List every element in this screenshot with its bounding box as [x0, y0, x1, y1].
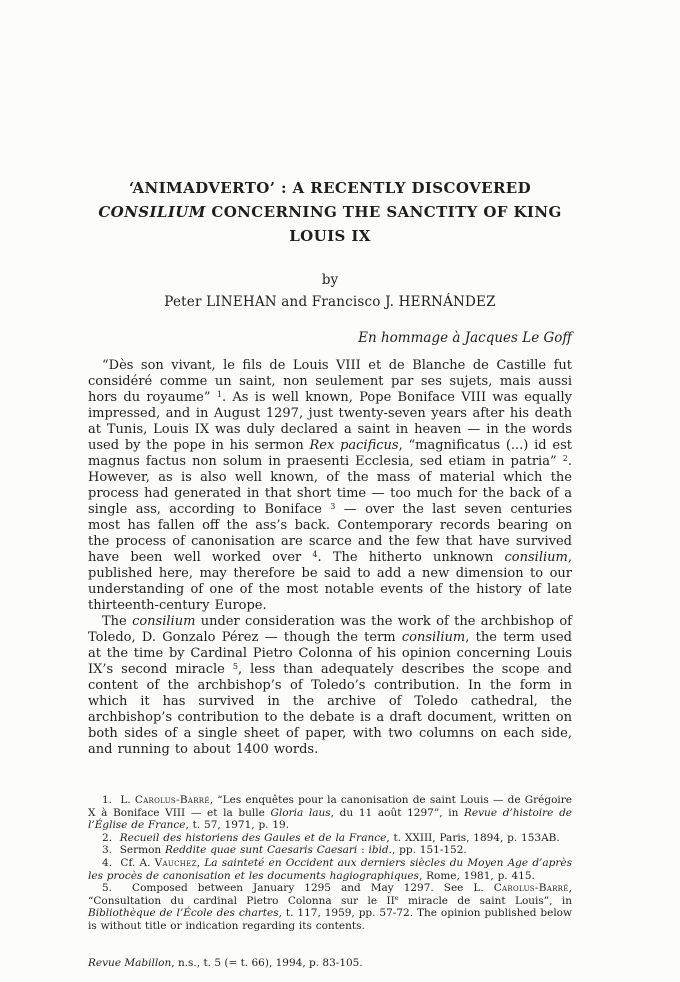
paragraph-2: The consilium under consideration was the work of the archbishop of Toledo, D. Gonzalo Pérez — though the term consilium, the term used at the time by Cardinal Pietro Colonna of his opinion concerning Louis IX’s second miracle $^5$, less than adequately describes the scope and content of the archbishop’s of Toledo’s contribution. In the form in which it has survived in the archive of Toledo cathedral, the archbishop’s contribution to the debate is a draft document, written on both sides of a single sheet of paper, with two columns on each side, and running to about 1400 words.: [88, 614, 572, 757]
authors: Peter LINEHAN and Francisco J. HERNÁNDEZ: [164, 294, 496, 310]
footnotes: [88, 794, 572, 933]
footnote-5: 5. Composed between January 1295 and May 1297. See L. Carolus-Barré, “Consultation du cardinal Pietro Colonna sur le IIe miracle de saint Louis”, in Bibliothèque de l’École des chartes, t. 117, 1959, pp. 57-72. The opinion published below is without title or indication regarding its contents.: [88, 882, 572, 932]
footnote-4: 4. Cf. A. Vauchez, La sainteté en Occident aux derniers siècles du Moyen Age d’après les procès de canonisation et les documents hagiographiques, Rome, 1981, p. 415.: [88, 856, 572, 882]
byline: by: [321, 272, 339, 288]
journal-imprint: Revue Mabillon, n.s., t. 5 (= t. 66), 1994, p. 83-105.: [88, 956, 363, 969]
article-body: [88, 358, 572, 758]
footnote-2: 2. Recueil des historiens des Gaules et de la France, t. XXIII, Paris, 1894, p. 153AB.: [102, 831, 560, 844]
dedication: En hommage à Jacques Le Goff: [358, 330, 572, 346]
footnote-3: 3. Sermon Reddite quae sunt Caesaris Caesari : ibid., pp. 151-152.: [102, 844, 467, 857]
paragraph-1: “Dès son vivant, le fils de Louis VIII et de Blanche de Castille fut considéré comme un saint, non seulement par ses sujets, mais aussi hors du royaume” $^1$. As is well known, Pope Boniface VIII was equally impressed, and in August 1297, just twenty-seven years after his death at Tunis, Louis IX was duly declared a saint in heaven — in the words used by the pope in his sermon Rex pacificus, “magnificatus (...) id est magnus factus non solum in praesenti Ecclesia, sed etiam in patria” $^2$. However, as is also well known, of the mass of material which the process had generated in that short time — too much for the back of a single ass, according to Boniface $^3$ — over the last seven centuries most has fallen off the ass’s back. Contemporary records bearing on the process of canonisation are scarce and the few that have survived have been well worked over $^4$. The hitherto unknown consilium, published here, may therefore be said to add a new dimension to our understanding of one of the most notable events of the history of late thirteenth-century Europe.: [88, 358, 573, 613]
footnote-1: 1. L. Carolus-Barré, “Les enquêtes pour la canonisation de saint Louis — de Grégoire X à Boniface VIII — et la bulle Gloria laus, du 11 août 1297”, in Revue d’histoire de l’Église de France, t. 57, 1971, p. 19.: [88, 794, 573, 832]
article-title: ‘ANIMADVERTO’ : A RECENTLY DISCOVERED CONSILIUM CONCERNING THE SANCTITY OF KING LOUIS IX: [98, 179, 562, 245]
